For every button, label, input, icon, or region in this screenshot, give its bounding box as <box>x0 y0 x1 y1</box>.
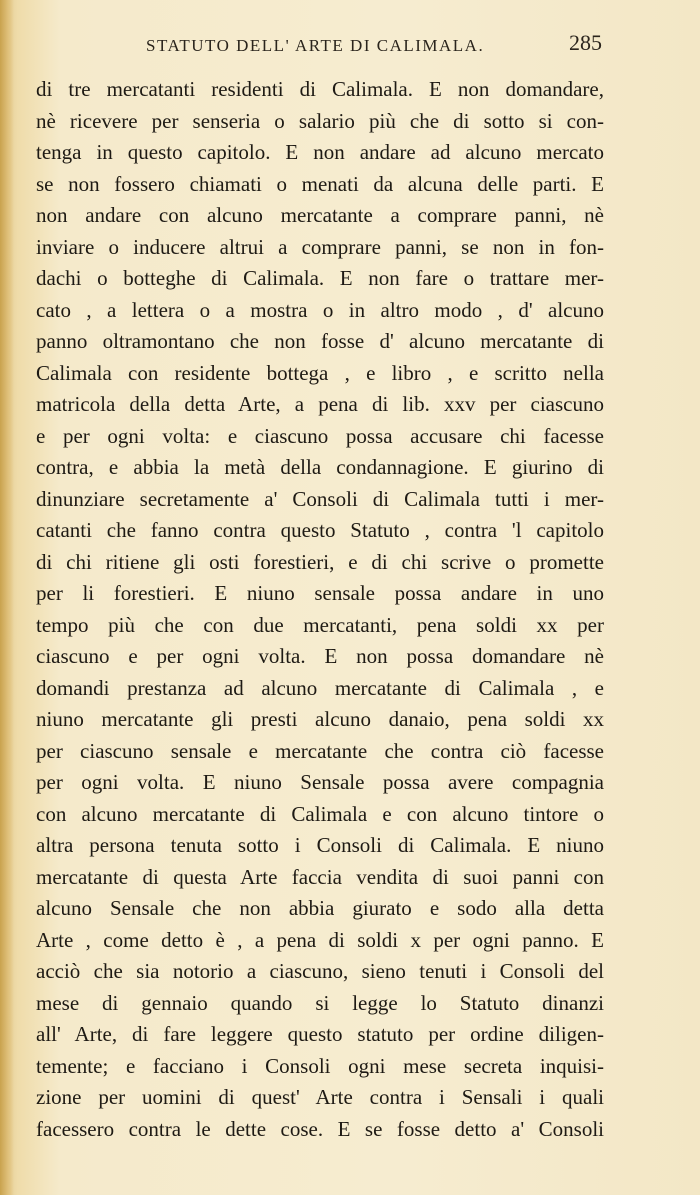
text-line: dinunziare secretamente a' Consoli di Calimala tutti i mer- <box>36 486 604 511</box>
text-line: ciascuno e per ogni volta. E non possa domandare nè <box>36 644 604 668</box>
text-line: zione per uomini di quest' Arte contra i Sensali i quali <box>36 1085 604 1109</box>
text-line: mese di gennaio quando si legge lo Statuto dinanzi <box>36 990 604 1015</box>
text-line: tenga in questo capitolo. E non andare ad alcuno mercato <box>36 140 604 164</box>
text-line: niuno mercatante gli presti alcuno danaio, pena soldi xx <box>36 707 604 731</box>
text-line: cato , a lettera o a mostra o in altro modo , d' alcuno <box>36 297 604 322</box>
text-line: matricola della detta Arte, a pena di lib. xxv per ciascuno <box>36 392 604 416</box>
text-line: dachi o botteghe di Calimala. E non fare o trattare mer- <box>36 266 604 290</box>
page-spine-shadow <box>0 0 14 1195</box>
text-line: inviare o inducere altrui a comprare panni, se non in fon- <box>36 234 604 259</box>
text-line: catanti che fanno contra questo Statuto , contra 'l capitolo <box>36 518 604 542</box>
text-line: panno oltramontano che non fosse d' alcuno mercatante di <box>36 329 604 353</box>
text-line: nè ricevere per senseria o salario più che di sotto si con- <box>36 108 604 133</box>
text-line: acciò che sia notorio a ciascuno, sieno tenuti i Consoli del <box>36 959 604 983</box>
running-title: STATUTO DELL' ARTE DI CALIMALA. <box>146 36 485 55</box>
page-number: 285 <box>569 30 602 55</box>
text-line: di chi ritiene gli osti forestieri, e di chi scrive o promette <box>36 549 604 574</box>
text-line: di tre mercatanti residenti di Calimala. E non domandare, <box>36 77 604 101</box>
text-line: Calimala con residente bottega , e libro , e scritto nella <box>36 360 604 385</box>
text-line: domandi prestanza ad alcuno mercatante di Calimala , e <box>36 675 604 700</box>
text-line: alcuno Sensale che non abbia giurato e sodo alla detta <box>36 896 604 920</box>
text-line: non andare con alcuno mercatante a comprare panni, nè <box>36 203 604 227</box>
text-line: facessero contra le dette cose. E se fosse detto a' Consoli <box>36 1116 604 1141</box>
page-header <box>36 30 602 64</box>
text-line: se non fossero chiamati o menati da alcuna delle parti. E <box>36 171 604 196</box>
text-line: all' Arte, di fare leggere questo statuto per ordine diligen- <box>36 1022 604 1046</box>
text-line: contra, e abbia la metà della condannagione. E giurino di <box>36 455 604 479</box>
text-line: e per ogni volta: e ciascuno possa accusare chi facesse <box>36 423 604 448</box>
text-line: tempo più che con due mercatanti, pena soldi xx per <box>36 612 604 637</box>
text-line: temente; e facciano i Consoli ogni mese secreta inquisi- <box>36 1053 604 1078</box>
text-line: per ciascuno sensale e mercatante che contra ciò facesse <box>36 738 604 763</box>
text-line: altra persona tenuta sotto i Consoli di Calimala. E niuno <box>36 833 604 857</box>
text-line: per li forestieri. E niuno sensale possa andare in uno <box>36 581 604 605</box>
body-text <box>36 74 604 1145</box>
text-line: per ogni volta. E niuno Sensale possa avere compagnia <box>36 770 604 794</box>
text-line: con alcuno mercatante di Calimala e con alcuno tintore o <box>36 801 604 826</box>
text-line: mercatante di questa Arte faccia vendita di suoi panni con <box>36 864 604 889</box>
text-line: Arte , come detto è , a pena di soldi x per ogni panno. E <box>36 927 604 952</box>
